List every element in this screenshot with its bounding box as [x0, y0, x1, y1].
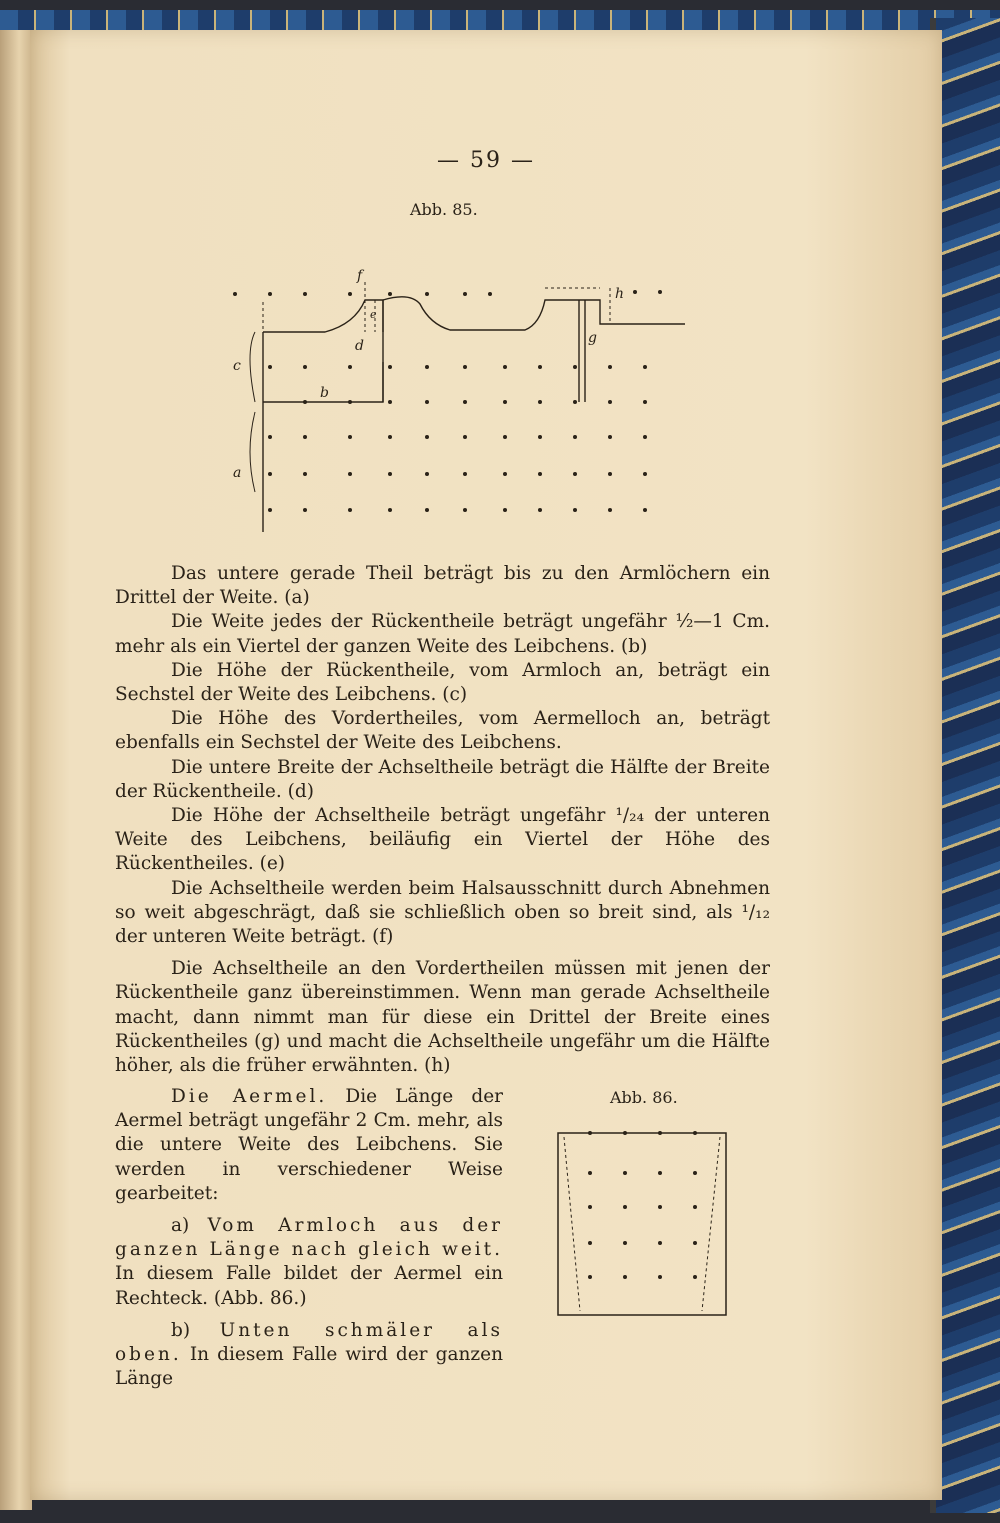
item-b-emphasis: Unten schmäler als oben. — [115, 1319, 503, 1366]
paragraph-3: Die Höhe der Rückentheile, vom Armloch an, beträgt ein Sechstel der Weite des Leibchens. (c) — [115, 659, 770, 706]
label-a: a — [233, 465, 242, 481]
sleeve-item-b — [115, 1319, 503, 1392]
item-a-text: In diesem Falle bildet der Aermel ein Rechteck. (Abb. 86.) — [115, 1263, 503, 1309]
item-b-text: In diesem Falle wird der ganzen Länge — [115, 1344, 503, 1390]
figure-86-diagram — [550, 1125, 735, 1325]
figure-85-diagram — [215, 262, 685, 532]
page-number: — 59 — — [437, 148, 535, 173]
paragraph-7: Die Achseltheile werden beim Halsausschnitt durch Abnehmen so weit abgeschrägt, daß sie schließlich oben so breit sind, als ¹/₁₂ der unteren Weite beträgt. (f) — [115, 877, 770, 948]
paragraph-2: Die Weite jedes der Rückentheile beträgt ungefähr ½—1 Cm. mehr als ein Viertel der ganzen Weite des Leibchens. (b) — [115, 611, 770, 657]
sleeve-intro-text: Die Länge der Aermel beträgt ungefähr 2 Cm. mehr, als die untere Weite des Leibchens. Sie werden in verschiedener Weise gearbeitet: — [115, 1086, 503, 1204]
label-f: f — [357, 268, 363, 284]
grid-dots — [233, 290, 662, 512]
figure-86-caption: Abb. 86. — [610, 1088, 678, 1107]
sleeve-item-a — [115, 1214, 503, 1311]
label-c: c — [233, 358, 241, 374]
label-b: b — [320, 385, 329, 401]
paragraph-1: Das untere gerade Theil beträgt bis zu den Armlöchern ein Drittel der Weite. (a) — [115, 563, 770, 609]
sleeve-intro — [115, 1085, 503, 1206]
paragraph-6: Die Höhe der Achseltheile beträgt ungefähr ¹/₂₄ der unteren Weite des Leibchens, beiläufig ein Viertel der Höhe des Rückentheiles. (e) — [115, 805, 770, 875]
main-text — [115, 562, 770, 1078]
paragraph-8: Die Achseltheile an den Vordertheilen müssen mit jenen der Rückentheile ganz übereinstimmen. Wenn man gerade Achseltheile macht, dann nimmt man für diese ein Drittel der Breite eines Rückentheiles (g) und macht die Achseltheile ungefähr um die Hälfte höher, als die früher erwähnten. (h) — [115, 958, 770, 1077]
item-a-label: a) — [171, 1215, 190, 1237]
label-d: d — [355, 338, 364, 354]
paragraph-4: Die Höhe des Vordertheiles, vom Aermelloch an, beträgt ebenfalls ein Sechstel der Weite des Leibchens. — [115, 708, 770, 754]
label-g: g — [588, 330, 597, 346]
left-page-edge — [0, 30, 32, 1510]
item-a-emphasis: Vom Armloch aus der ganzen Länge nach gleich weit. — [115, 1215, 503, 1261]
pattern-lines — [250, 282, 685, 532]
item-b-label: b) — [171, 1319, 191, 1341]
sleeve-heading: Die Aermel. — [171, 1086, 328, 1107]
paragraph-5: Die untere Breite der Achseltheile beträgt die Hälfte der Breite der Rückentheile. (d) — [115, 756, 770, 802]
label-e: e — [370, 308, 377, 321]
sleeve-section — [115, 1085, 503, 1391]
figure-85-caption: Abb. 85. — [410, 200, 478, 219]
book-page — [30, 30, 942, 1500]
label-h: h — [615, 286, 625, 302]
